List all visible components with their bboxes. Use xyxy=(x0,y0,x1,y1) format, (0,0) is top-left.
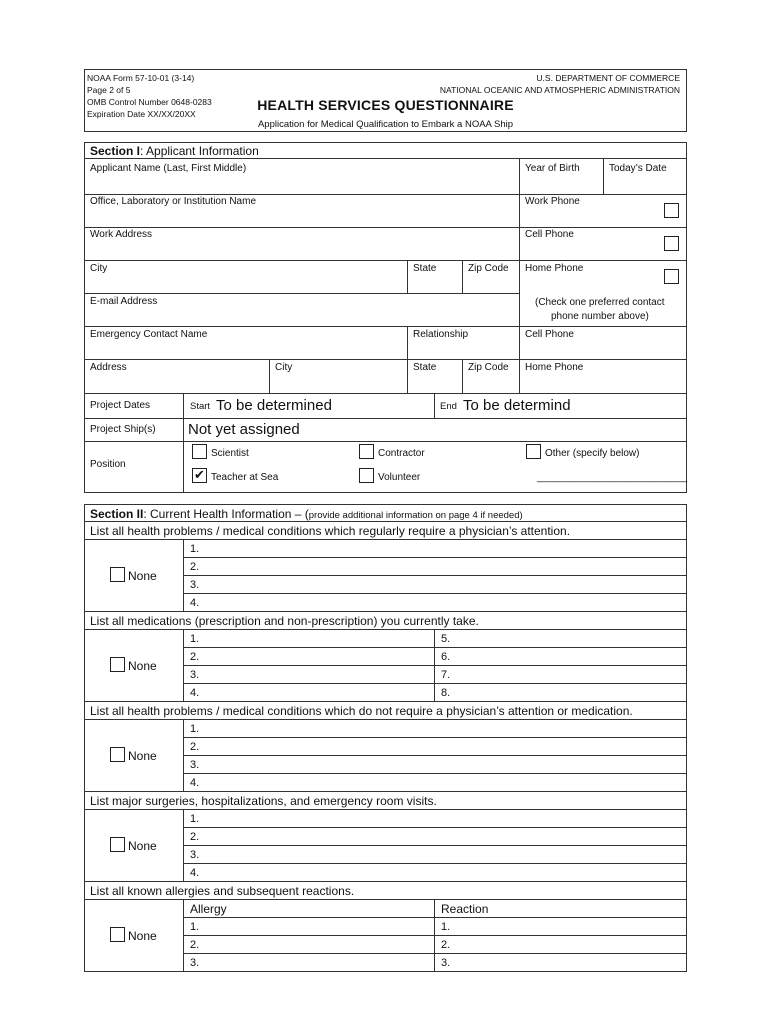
other-checkbox[interactable] xyxy=(526,444,541,459)
divider xyxy=(84,260,687,261)
reaction-header: Reaction xyxy=(441,902,489,916)
q4-none-checkbox[interactable] xyxy=(110,837,125,852)
q1-item-2[interactable]: 2. xyxy=(190,561,200,573)
q2-none-label: None xyxy=(128,659,157,673)
divider xyxy=(407,260,408,293)
divider xyxy=(183,393,184,493)
divider xyxy=(183,557,687,558)
q3-none-checkbox[interactable] xyxy=(110,747,125,762)
q4-item-4[interactable]: 4. xyxy=(190,867,200,879)
divider xyxy=(84,359,687,360)
email-label: E-mail Address xyxy=(90,296,158,307)
divider xyxy=(84,326,687,327)
state-label: State xyxy=(413,263,437,274)
project-ships-value[interactable]: Not yet assigned xyxy=(188,421,300,438)
divider xyxy=(84,441,687,442)
q4-item-1[interactable]: 1. xyxy=(190,813,200,825)
divider xyxy=(269,359,270,393)
form-header xyxy=(84,69,687,132)
q3-item-1[interactable]: 1. xyxy=(190,723,200,735)
divider xyxy=(84,158,687,159)
divider xyxy=(84,701,687,702)
divider xyxy=(183,953,687,954)
form-number: NOAA Form 57-10-01 (3-14) xyxy=(87,73,195,83)
cell-phone-label: Cell Phone xyxy=(525,229,574,240)
q3-item-2[interactable]: 2. xyxy=(190,741,200,753)
divider xyxy=(183,575,687,576)
question-4: List major surgeries, hospitalizations, and emergency room visits. xyxy=(90,794,437,808)
divider xyxy=(519,158,520,359)
checkmark-icon: ✔ xyxy=(194,467,205,482)
divider xyxy=(84,521,687,522)
divider xyxy=(183,773,687,774)
q2-item-2[interactable]: 2. xyxy=(190,651,200,663)
divider xyxy=(183,593,687,594)
work-phone-label: Work Phone xyxy=(525,196,580,207)
emergency-zip-label: Zip Code xyxy=(468,362,509,373)
q3-none-label: None xyxy=(128,749,157,763)
divider xyxy=(84,629,687,630)
divider xyxy=(183,917,687,918)
volunteer-checkbox[interactable] xyxy=(359,468,374,483)
emergency-home-phone-label: Home Phone xyxy=(525,362,584,373)
q4-item-3[interactable]: 3. xyxy=(190,849,200,861)
divider xyxy=(84,611,687,612)
start-date-value[interactable]: To be determined xyxy=(216,397,332,414)
page-number: Page 2 of 5 xyxy=(87,85,131,95)
applicant-name-label: Applicant Name (Last, First Middle) xyxy=(90,163,247,174)
divider xyxy=(519,359,520,393)
q4-item-2[interactable]: 2. xyxy=(190,831,200,843)
divider xyxy=(84,809,687,810)
reaction-item-3[interactable]: 3. xyxy=(441,957,451,969)
q2-item-5[interactable]: 5. xyxy=(441,633,451,645)
emergency-city-label: City xyxy=(275,362,293,373)
divider xyxy=(183,935,687,936)
q2-item-3[interactable]: 3. xyxy=(190,669,200,681)
divider xyxy=(183,665,687,666)
project-ships-label: Project Ship(s) xyxy=(90,424,156,435)
scientist-label: Scientist xyxy=(211,448,249,459)
divider xyxy=(84,899,687,900)
divider xyxy=(434,393,435,418)
expiration-date: Expiration Date XX/XX/20XX xyxy=(87,109,196,119)
allergy-item-1[interactable]: 1. xyxy=(190,921,200,933)
allergy-item-2[interactable]: 2. xyxy=(190,939,200,951)
work-phone-preferred-checkbox[interactable] xyxy=(664,203,679,218)
position-label: Position xyxy=(90,459,126,470)
preferred-contact-note-line-1: (Check one preferred contact xyxy=(535,297,665,308)
teacher-at-sea-label: Teacher at Sea xyxy=(211,472,279,483)
project-dates-label: Project Dates xyxy=(90,400,151,411)
form-title: HEALTH SERVICES QUESTIONNAIRE xyxy=(257,97,514,113)
divider xyxy=(183,863,687,864)
reaction-item-2[interactable]: 2. xyxy=(441,939,451,951)
q5-none-label: None xyxy=(128,929,157,943)
divider xyxy=(407,326,408,393)
q4-none-label: None xyxy=(128,839,157,853)
divider xyxy=(462,359,463,393)
q1-item-4[interactable]: 4. xyxy=(190,597,200,609)
divider xyxy=(84,227,687,228)
q2-item-4[interactable]: 4. xyxy=(190,687,200,699)
question-3: List all health problems / medical conditions which do not require a physician’s attention or medication. xyxy=(90,704,633,718)
divider xyxy=(84,293,520,294)
year-of-birth-label: Year of Birth xyxy=(525,163,580,174)
section-2-heading: Section II: Current Health Information – (provide additional information on page 4 if needed) xyxy=(90,507,523,521)
divider xyxy=(84,393,687,394)
allergy-item-3[interactable]: 3. xyxy=(190,957,200,969)
office-label: Office, Laboratory or Institution Name xyxy=(90,196,257,207)
divider xyxy=(183,683,687,684)
department-name: U.S. DEPARTMENT OF COMMERCE xyxy=(536,73,680,83)
divider xyxy=(183,755,687,756)
q5-none-checkbox[interactable] xyxy=(110,927,125,942)
q1-item-3[interactable]: 3. xyxy=(190,579,200,591)
other-label: Other (specify below) xyxy=(545,448,640,459)
work-address-label: Work Address xyxy=(90,229,153,240)
scientist-checkbox[interactable] xyxy=(192,444,207,459)
emergency-contact-label: Emergency Contact Name xyxy=(90,329,208,340)
divider xyxy=(84,881,687,882)
question-1: List all health problems / medical conditions which regularly require a physician’s attention. xyxy=(90,524,571,538)
divider xyxy=(603,158,604,194)
volunteer-label: Volunteer xyxy=(378,472,421,483)
q1-item-1[interactable]: 1. xyxy=(190,543,200,555)
home-phone-preferred-checkbox[interactable] xyxy=(664,269,679,284)
contractor-label: Contractor xyxy=(378,448,425,459)
end-label: End xyxy=(440,401,457,412)
contractor-checkbox[interactable] xyxy=(359,444,374,459)
divider xyxy=(183,827,687,828)
q1-none-checkbox[interactable] xyxy=(110,567,125,582)
relationship-label: Relationship xyxy=(413,329,469,340)
zip-code-label: Zip Code xyxy=(468,263,509,274)
q2-item-1[interactable]: 1. xyxy=(190,633,200,645)
home-phone-label: Home Phone xyxy=(525,263,584,274)
divider xyxy=(183,845,687,846)
reaction-item-1[interactable]: 1. xyxy=(441,921,451,933)
question-5: List all known allergies and subsequent reactions. xyxy=(90,884,355,898)
emergency-state-label: State xyxy=(413,362,437,373)
cell-phone-preferred-checkbox[interactable] xyxy=(664,236,679,251)
end-date-value[interactable]: To be determind xyxy=(463,397,571,414)
omb-number: OMB Control Number 0648-0283 xyxy=(87,97,212,107)
form-subtitle: Application for Medical Qualification to Embark a NOAA Ship xyxy=(257,119,514,130)
q1-none-label: None xyxy=(128,569,157,583)
divider xyxy=(84,719,687,720)
divider xyxy=(84,418,687,419)
allergy-header: Allergy xyxy=(190,902,227,916)
section-1-heading: Section I: Applicant Information xyxy=(90,144,259,158)
emergency-cell-phone-label: Cell Phone xyxy=(525,329,574,340)
divider xyxy=(84,539,687,540)
q2-item-8[interactable]: 8. xyxy=(441,687,451,699)
teacher-at-sea-checkbox[interactable] xyxy=(192,468,207,483)
q2-none-checkbox[interactable] xyxy=(110,657,125,672)
q3-item-4[interactable]: 4. xyxy=(190,777,200,789)
start-label: Start xyxy=(190,401,211,412)
todays-date-label: Today’s Date xyxy=(609,163,667,174)
divider xyxy=(462,260,463,293)
question-2: List all medications (prescription and non-prescription) you currently take. xyxy=(90,614,479,628)
emergency-address-label: Address xyxy=(90,362,127,373)
divider xyxy=(183,647,687,648)
q3-item-3[interactable]: 3. xyxy=(190,759,200,771)
divider xyxy=(84,194,687,195)
divider xyxy=(84,791,687,792)
q2-item-6[interactable]: 6. xyxy=(441,651,451,663)
preferred-contact-note-line-2: phone number above) xyxy=(551,311,649,322)
other-specify-blank[interactable]: ___________________________ xyxy=(537,472,688,483)
administration-name: NATIONAL OCEANIC AND ATMOSPHERIC ADMINISTRATION xyxy=(439,85,680,95)
q2-item-7[interactable]: 7. xyxy=(441,669,451,681)
city-label: City xyxy=(90,263,108,274)
divider xyxy=(183,737,687,738)
